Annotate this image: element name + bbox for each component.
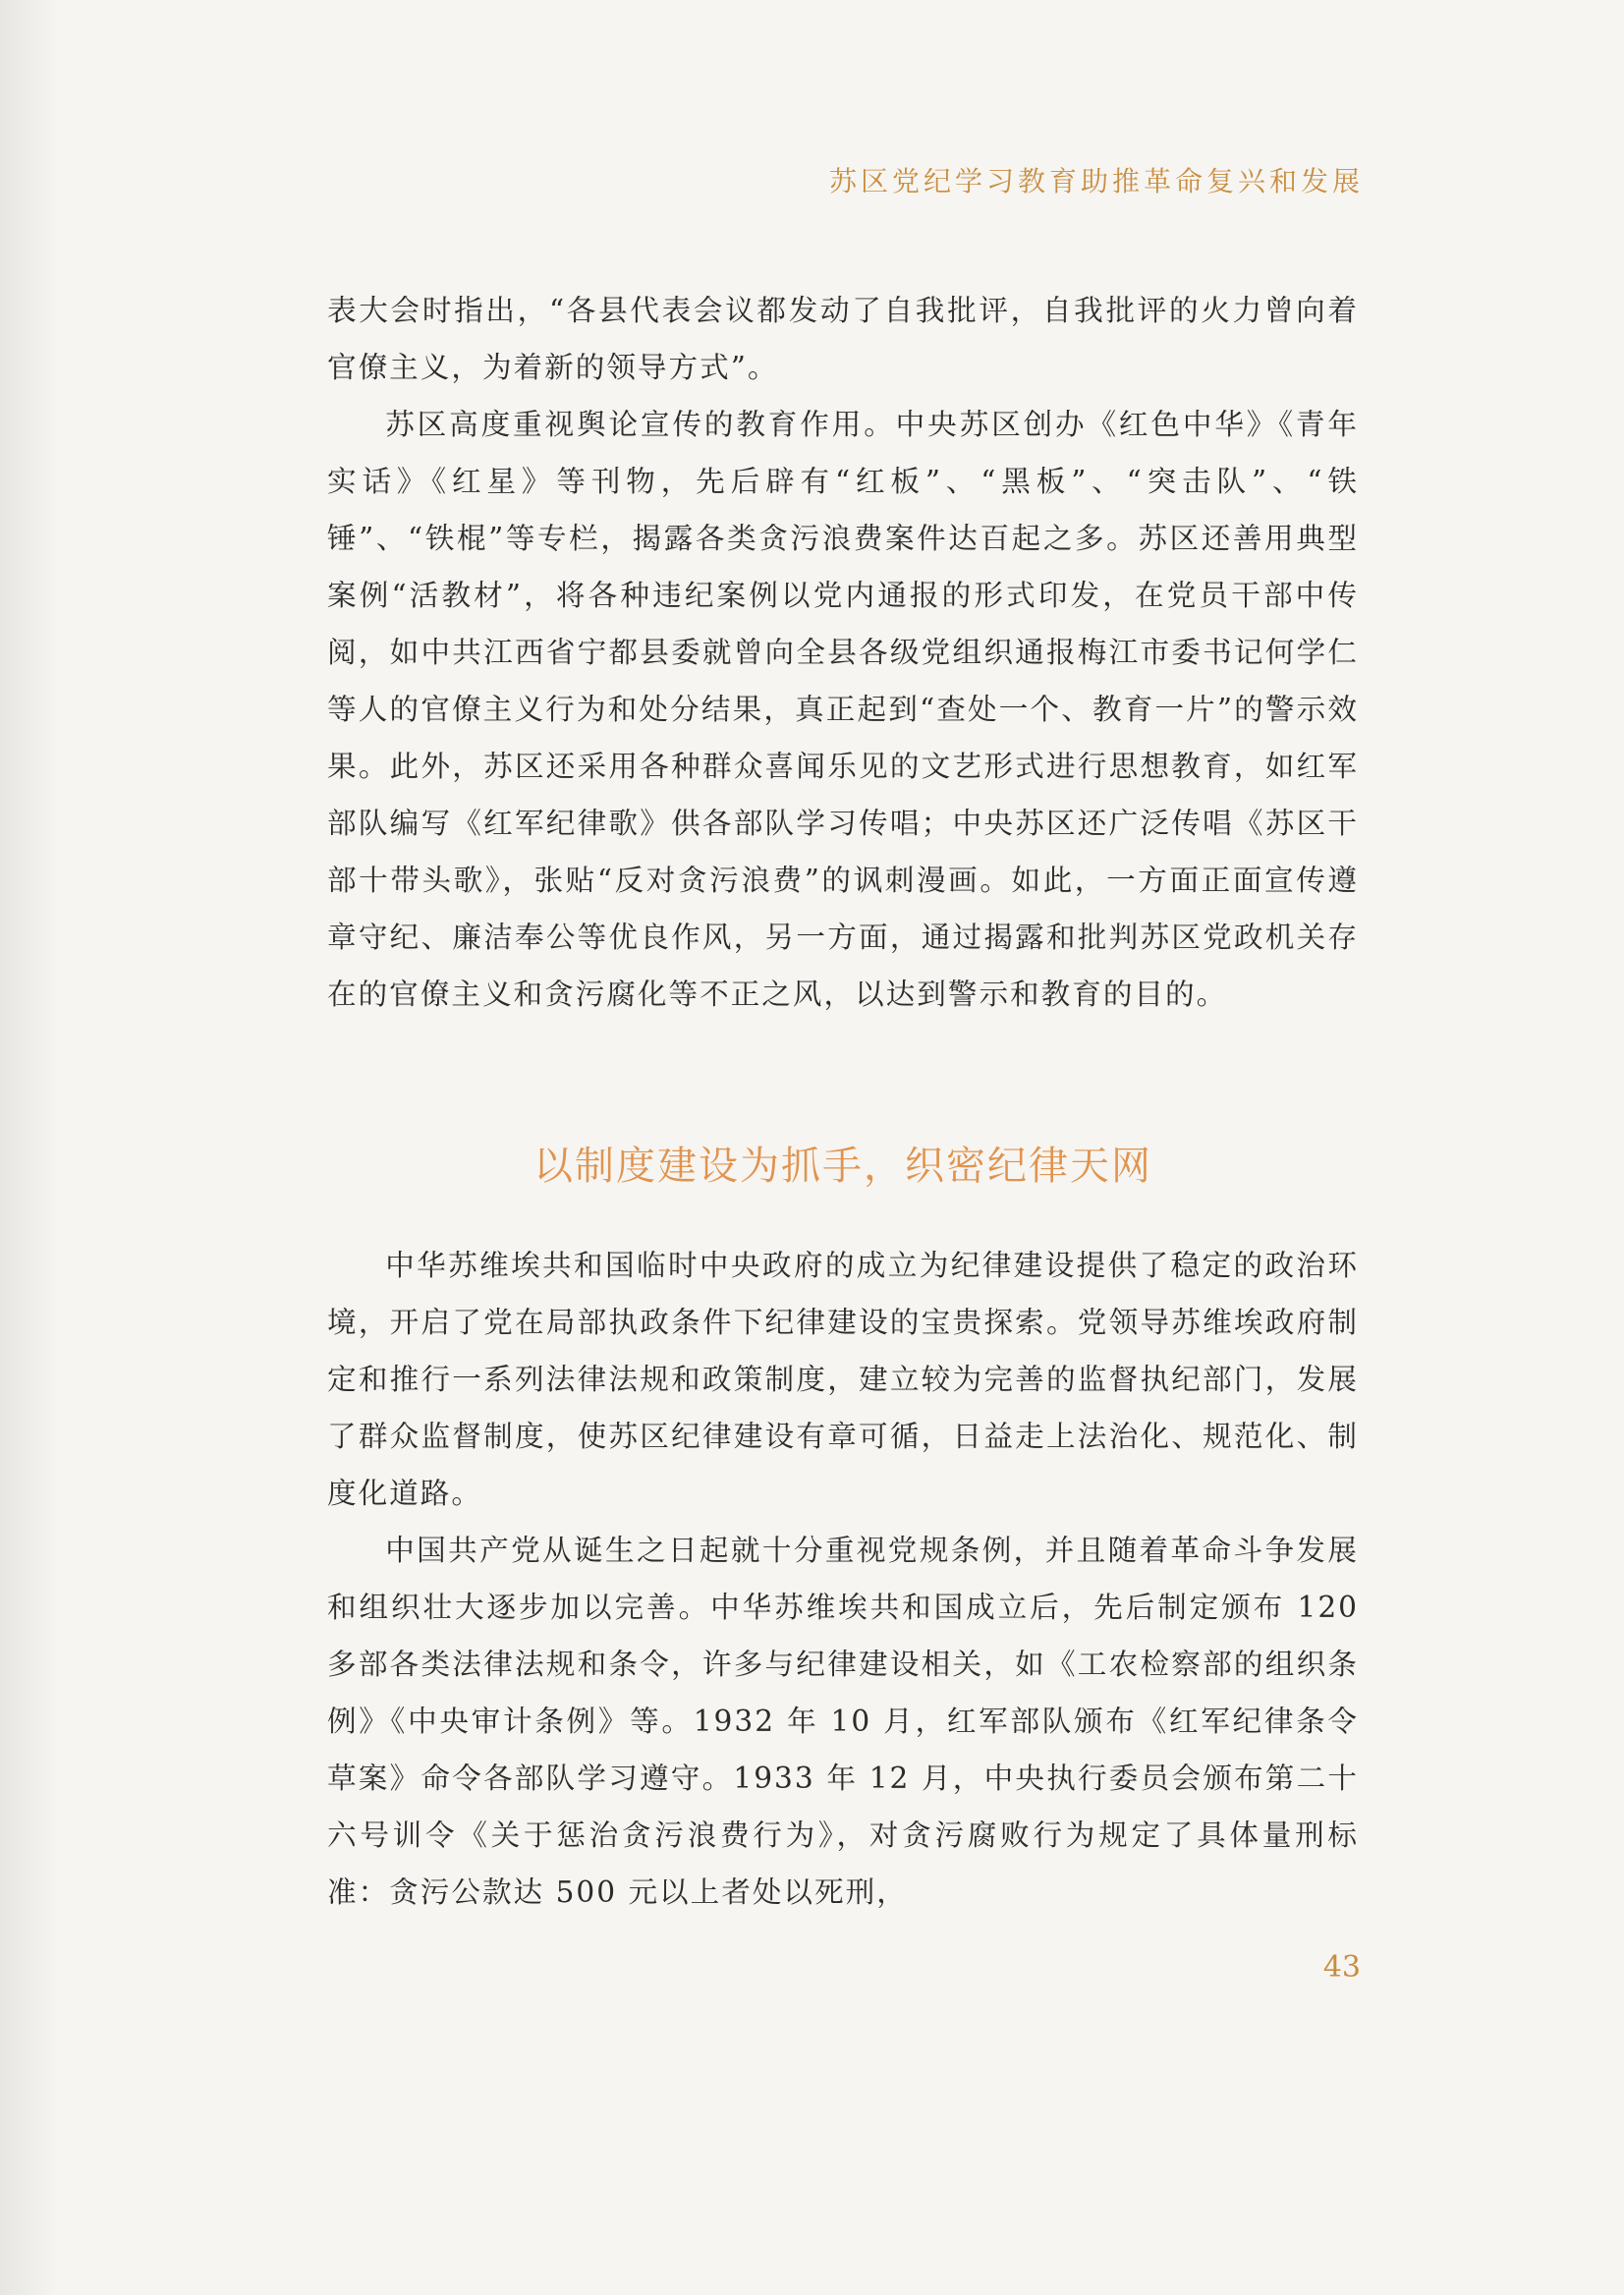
body-text-part1 [327,282,1359,1023]
header-divider [327,204,1364,205]
paragraph: 中国共产党从诞生之日起就十分重视党规条例，并且随着革命斗争发展和组织壮大逐步加以完善。中华苏维埃共和国成立后，先后制定颁布 120 多部各类法律法规和条令，许多与纪律建设相关，如《工农检察部的组织条例》《中央审计条例》等。1932 年 10 月，红军部队颁布《红军纪律条令草案》命令各部队学习遵守。1933 年 12 月，中央执行委员会颁布第二十六号训令《关于惩治贪污浪费行为》，对贪污腐败行为规定了具体量刑标准：贪污公款达 500 元以上者处以死刑， [327,1534,1359,1909]
section-heading: 以制度建设为抓手，织密纪律天网 [533,1144,1152,1189]
running-header: 苏区党纪学习教育助推革命复兴和发展 [828,165,1364,197]
paragraph: 中华苏维埃共和国临时中央政府的成立为纪律建设提供了稳定的政治环境，开启了党在局部执政条件下纪律建设的宝贵探索。党领导苏维埃政府制定和推行一系列法律法规和政策制度，建立较为完善的监督执纪部门，发展了群众监督制度，使苏区纪律建设有章可循，日益走上法治化、规范化、制度化道路。 [327,1249,1359,1510]
paragraph: 表大会时指出，“各县代表会议都发动了自我批评，自我批评的火力曾向着官僚主义，为着新的领导方式”。 [327,294,1359,384]
page-gutter-shadow [0,0,59,2295]
paragraph: 苏区高度重视舆论宣传的教育作用。中央苏区创办《红色中华》《青年实话》《红星》等刊物，先后辟有“红板”、“黑板”、“突击队”、“铁锤”、“铁棍”等专栏，揭露各类贪污浪费案件达百起之多。苏区还善用典型案例“活教材”，将各种违纪案例以党内通报的形式印发，在党员干部中传阅，如中共江西省宁都县委就曾向全县各级党组织通报梅江市委书记何学仁等人的官僚主义行为和处分结果，真正起到“查处一个、教育一片”的警示效果。此外，苏区还采用各种群众喜闻乐见的文艺形式进行思想教育，如红军部队编写《红军纪律歌》供各部队学习传唱；中央苏区还广泛传唱《苏区干部十带头歌》，张贴“反对贪污浪费”的讽刺漫画。如此，一方面正面宣传遵章守纪、廉洁奉公等优良作风，另一方面，通过揭露和批判苏区党政机关存在的官僚主义和贪污腐化等不正之风，以达到警示和教育的目的。 [327,408,1359,1011]
page-number: 43 [1322,1950,1361,1985]
body-text-part2 [327,1237,1359,1921]
